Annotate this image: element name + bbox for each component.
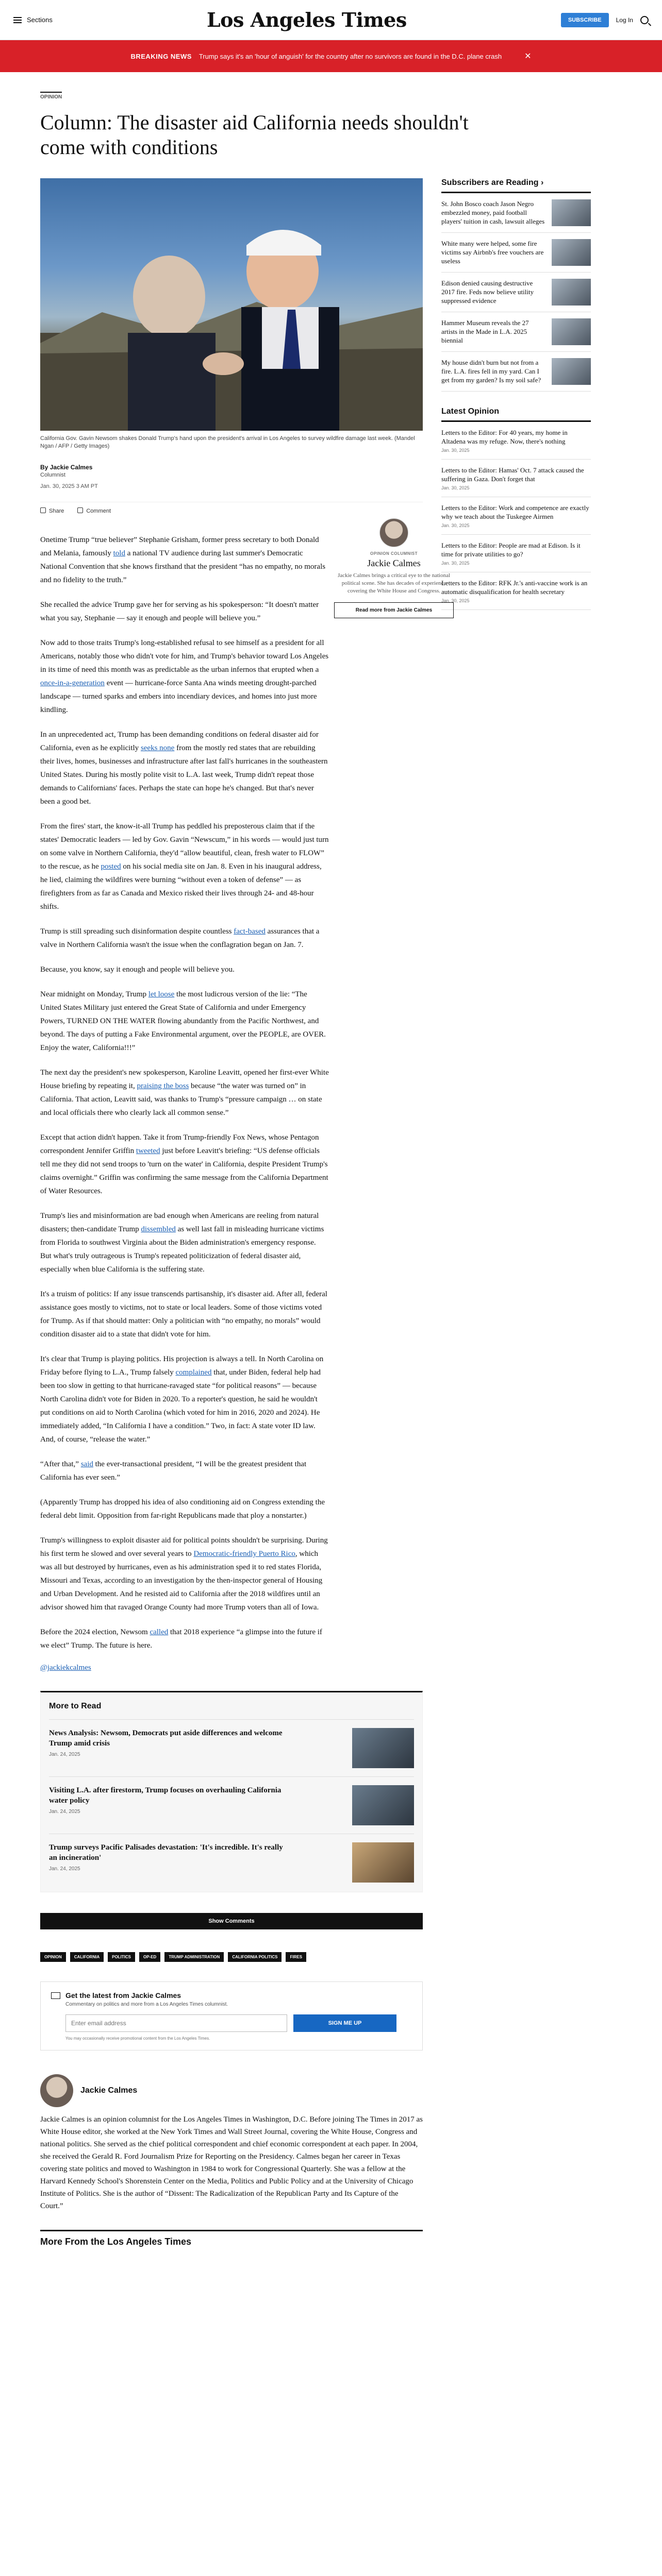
list-item[interactable] (441, 273, 591, 312)
paragraph-text: Onetime Trump “true believer” Stephanie Grisham, former press secretary to both Donald and Melania, famously (40, 536, 319, 557)
subscribe-button[interactable]: SUBSCRIBE (561, 13, 609, 27)
inline-link[interactable]: dissembled (141, 1225, 176, 1233)
comment-button[interactable] (77, 507, 111, 521)
list-item[interactable] (49, 1776, 414, 1825)
inline-link[interactable]: told (113, 549, 125, 557)
newsletter-signup (40, 1981, 423, 2050)
thumbnail[interactable] (552, 318, 591, 345)
inline-link[interactable]: seeks none (140, 744, 175, 752)
article-paragraph (40, 1209, 329, 1276)
paragraph-text: (Apparently Trump has dropped his idea of also conditioning aid on Congress extending the federal debt limit. Opposition from far-right Republicans made that ploy a nonstarter.) (40, 1498, 325, 1520)
sections-menu[interactable] (13, 16, 53, 24)
author-link[interactable]: Jackie Calmes (49, 464, 93, 471)
signup-title: Get the latest from Jackie Calmes (65, 1991, 181, 1999)
article-paragraph (40, 728, 329, 808)
author-bio-name[interactable]: Jackie Calmes (80, 2086, 138, 2095)
paragraph-text: on his social media site on Jan. 8. Even in his inaugural address, he lied, claiming the wildfires were burning “without even a token of defense” — as firefighters from as far as Canada and Mexico risked their lives through 24- and 48-hour shifts. (40, 862, 322, 911)
signup-subtitle: Commentary on politics and more from a Los Angeles Times columnist. (65, 2002, 228, 2007)
author-card-label: OPINION COLUMNIST (370, 551, 418, 556)
menu-icon[interactable] (13, 17, 22, 23)
thumbnail[interactable] (352, 1728, 414, 1768)
site-logo[interactable]: Los Angeles Times (206, 8, 407, 31)
list-item-title[interactable]: St. John Bosco coach Jason Negro embezzled money, paid football players' tuition in cash, lawsuit alleges (441, 200, 545, 225)
breaking-news-bar[interactable] (0, 40, 662, 72)
comment-label: Comment (86, 508, 111, 514)
paragraph-text: , which was all but destroyed by hurricanes, even as his administration sped it to red states Florida, Missouri and Texas, according to an investigation by the then-inspector general of Housing and Urban Development. And he resisted aid to California after the 2018 wildfires until an advisor showed him that ravaged Orange County had more Trump voters than all of Iowa. (40, 1550, 323, 1612)
hero-caption: California Gov. Gavin Newsom shakes Donald Trump's hand upon the president's arrival in Los Angeles to survey wildfire damage last week. (Mandel Ngan / AFP / Getty Images) (40, 435, 415, 449)
tag[interactable]: FIRES (286, 1952, 306, 1962)
list-item[interactable] (441, 572, 591, 610)
list-item-date: Jan. 24, 2025 (49, 1809, 80, 1815)
paragraph-text: It's clear that Trump is playing politics. His projection is always a tell. In North Carolina on Friday before flying to L.A., Trump falsely (40, 1355, 324, 1377)
author-card-bio: Jackie Calmes brings a critical eye to the national political scene. She has decades of experience covering the White House and Congress. (337, 572, 451, 594)
article-paragraph (40, 963, 329, 976)
more-to-read-title: More to Read (49, 1702, 102, 1710)
list-item[interactable] (441, 422, 591, 460)
paragraph-text: It's a truism of politics: If any issue transcends partisanship, it's disaster aid. After all, federal assistance goes mostly to victims, not to state or local leaders. Some of those victims voted for Trump. As if that should matter: Only a politician with “no empathy, no morals” would condition disaster aid to a state that didn't vote for him. (40, 1290, 327, 1338)
list-item[interactable] (441, 460, 591, 497)
paragraph-text: Before the 2024 election, Newsom (40, 1628, 150, 1636)
paragraph-text: Trump is still spreading such disinformation despite countless (40, 927, 234, 936)
inline-link[interactable]: said (80, 1460, 93, 1468)
envelope-icon (51, 1992, 60, 1999)
list-item[interactable] (441, 497, 591, 535)
email-field[interactable] (65, 2014, 287, 2032)
paragraph-text: She recalled the advice Trump gave her for serving as his spokesperson: “It doesn't matter what you say, Stephanie — say it enough and people will believe you.” (40, 601, 319, 622)
list-item-title[interactable]: Hammer Museum reveals the 27 artists in the Made in L.A. 2025 biennial (441, 319, 529, 344)
right-rail (441, 178, 591, 2247)
more-from-heading: More From the Los Angeles Times (40, 2230, 423, 2247)
list-item-title[interactable]: Letters to the Editor: RFK Jr.'s anti-vaccine work is an automatic disqualification for health secretary (441, 579, 588, 596)
tag[interactable]: OP-ED (139, 1952, 160, 1962)
hero-image (40, 178, 423, 431)
thumbnail[interactable] (552, 279, 591, 306)
article-paragraph (40, 636, 329, 717)
paragraph-text: Now add to those traits Trump's long-established refusal to see himself as a president for all Americans, notably those who didn't vote for him, and Trump's behavior toward Los Angeles in its time of need this month was as predictable as the urban infernos that erupted when a (40, 639, 329, 674)
tag-list (40, 1952, 423, 1962)
inline-link[interactable]: let loose (148, 990, 175, 998)
paragraph-text: Trump's lies and misinformation are bad enough when Americans are reeling from natural disasters; then-candidate Trump (40, 1212, 319, 1233)
list-item[interactable] (441, 352, 591, 392)
sections-label[interactable]: Sections (27, 16, 53, 24)
read-more-author-button[interactable]: Read more from Jackie Calmes (334, 602, 454, 618)
comment-icon (77, 507, 83, 513)
article-paragraph (40, 988, 329, 1055)
tag[interactable]: TRUMP ADMINISTRATION (164, 1952, 224, 1962)
article-paragraph (40, 598, 329, 625)
article-paragraph (40, 925, 329, 952)
list-item-date: Jan. 30, 2025 (441, 448, 470, 453)
list-item[interactable] (441, 535, 591, 572)
article-paragraph (40, 1287, 329, 1341)
list-item-title[interactable]: Letters to the Editor: People are mad at Edison. Is it time for private utilities to go? (441, 541, 581, 558)
paragraph-text: From the fires' start, the know-it-all Trump has peddled his preposterous claim that if the states' Democratic leaders — led by Gov. Gavin “Newscum,” in his words — would just turn on some valve in Northern California, they'd “allow beautiful, clean, fresh water to FLOW” to the rescue, as he (40, 822, 329, 871)
list-item-title[interactable]: My house didn't burn but not from a fire. L.A. fires fell in my yard. Can I get from my garden? Is my soil safe? (441, 359, 541, 384)
thumbnail[interactable] (352, 1785, 414, 1825)
top-nav (0, 0, 662, 40)
article-paragraph (40, 1352, 329, 1446)
byline (40, 464, 423, 489)
author-bio-section (40, 2074, 423, 2212)
thumbnail[interactable] (552, 199, 591, 226)
list-item-title[interactable]: Letters to the Editor: For 40 years, my home in Altadena was my refuge. Now, there's nothing (441, 429, 568, 445)
article-paragraph (40, 1625, 329, 1652)
author-role: Columnist (40, 472, 65, 478)
list-item[interactable] (441, 193, 591, 233)
tag[interactable]: CALIFORNIA (70, 1952, 104, 1962)
article-main (40, 178, 451, 2247)
sign-up-button[interactable]: SIGN ME UP (293, 2014, 396, 2032)
share-label: Share (49, 508, 64, 514)
inline-link[interactable]: Democratic-friendly Puerto Rico (193, 1550, 295, 1558)
latest-opinion-title[interactable]: Latest Opinion (441, 407, 591, 422)
breaking-text[interactable]: Trump says it's an 'hour of anguish' for the country after no survivors are found in the D.C. plane crash (198, 52, 502, 60)
article-paragraph (40, 1131, 329, 1198)
paragraph-text: from the mostly red states that are rebuilding their lives, homes, businesses and infrastructure after last fall's hurricanes in the southeastern United States. During his mostly polite visit to L.A. last week, Trump didn't repeat those demands to Californians' faces. Perhaps the state can hope he's changed. But that's never been a good bet. (40, 744, 328, 806)
paragraph-text: because “the water was turned on” in California. That action, Leavitt said, was thanks to Trump's “pressure campaign … on state and local officials there who clearly lack all common sense.” (40, 1082, 322, 1117)
inline-link[interactable]: praising the boss (137, 1082, 189, 1090)
thumbnail[interactable] (352, 1842, 414, 1883)
list-item-title[interactable]: Letters to the Editor: Work and competence are exactly why we teach about the Tuskegee Airmen (441, 504, 589, 520)
paragraph-text: event — hurricane-force Santa Ana winds meeting drought-parched landscape — turned sparks and embers into incendiary devices, and homes into just more kindling. (40, 679, 317, 714)
list-item-date: Jan. 30, 2025 (441, 523, 470, 528)
tag[interactable]: POLITICS (108, 1952, 135, 1962)
page-title: Column: The disaster aid California needs shouldn't come with conditions (40, 111, 469, 159)
list-item[interactable] (49, 1834, 414, 1883)
tag[interactable]: OPINION (40, 1952, 66, 1962)
login-link[interactable]: Log In (616, 16, 633, 24)
close-icon[interactable]: ✕ (524, 52, 532, 61)
paragraph-text: as well last fall in misleading hurricane victims from Florida to southwest Virginia about the Biden administration's emergency response. But what's truly outrageous is Trump's repeated politicization of federal disaster aid, especially when blue California is the suffering state. (40, 1225, 324, 1274)
article-paragraph (40, 1534, 329, 1614)
list-item-title[interactable]: News Analysis: Newsom, Democrats put aside differences and welcome Trump amid crisis (49, 1729, 283, 1748)
paragraph-text: the most ludicrous version of the lie: “The United States Military just entered the Great State of California and under Emergency Powers, TURNED ON THE WATER flowing abundantly from the Pacific Northwest, and beyond. The days of putting a Fake Environmental argument, over the PEOPLE, are OVER. Enjoy the water, California!!!” (40, 990, 326, 1052)
author-bio-text: Jackie Calmes is an opinion columnist for the Los Angeles Times in Washington, D.C. Before joining The Times in 2017 as White House editor, she worked at the New York Times and Wall Street Journal, covering the White House, Congress and national politics. She served as the chief political correspondent and chief economic correspondent at each paper. In 2004, she received the Gerald R. Ford Journalism Prize for Reporting on the Presidency. Calmes began her career in Texas covering state politics and moved to Washington in 1984 to work for Congressional Quarterly. She was a fellow at the Harvard Kennedy School's Shorenstein Center on the Media, Politics and Public Policy and at the University of Chicago Institute of Politics. She is the author of “Dissent: The Radicalization of the Republican Party and Its Capture of the Court.” (40, 2115, 423, 2210)
publish-date: Jan. 30, 2025 3 AM PT (40, 483, 98, 489)
list-item[interactable] (441, 312, 591, 352)
list-item-title[interactable]: Edison denied causing destructive 2017 fire. Feds now believe utility suppressed evidence (441, 279, 534, 304)
list-item-title[interactable]: White many were helped, some fire victims say Airbnb's free vouchers are useless (441, 240, 544, 265)
article-paragraph (40, 533, 329, 587)
subscribers-reading-heading[interactable] (441, 178, 591, 193)
article-paragraph (40, 1496, 329, 1522)
paragraph-text: assurances that a valve in Northern California wasn't the issue when the conflagration began on Jan. 7. (40, 927, 320, 949)
share-button[interactable] (40, 507, 64, 521)
paragraph-text: The next day the president's new spokesperson, Karoline Leavitt, opened her first-ever White House briefing by repeating it, (40, 1069, 329, 1090)
author-card-name[interactable]: Jackie Calmes (367, 558, 421, 568)
show-comments-button[interactable]: Show Comments (40, 1913, 423, 1929)
paragraph-text: the ever-transactional president, “I will be the greatest president that California has ever seen.” (40, 1460, 307, 1482)
paragraph-text: In an unprecedented act, Trump has been demanding conditions on federal disaster aid for California, even as he explicitly (40, 731, 319, 752)
avatar (379, 518, 408, 547)
list-item-date: Jan. 24, 2025 (49, 1752, 80, 1757)
subscribers-reading-title: Subscribers are Reading (441, 178, 539, 187)
list-item[interactable] (49, 1719, 414, 1768)
article-paragraph (40, 820, 329, 913)
thumbnail[interactable] (552, 239, 591, 266)
paragraph-text: Because, you know, say it enough and people will believe you. (40, 965, 235, 974)
byline-prefix: By (40, 464, 48, 471)
article-paragraph (40, 1066, 329, 1120)
inline-link[interactable]: posted (101, 862, 121, 871)
paragraph-text: that 2018 experience “a glimpse into the future if we elect” Trump. The future is here. (40, 1628, 322, 1650)
avatar[interactable] (40, 2074, 73, 2107)
list-item-title[interactable]: Letters to the Editor: Hamas' Oct. 7 attack caused the suffering in Gaza. Don't forget that (441, 466, 584, 483)
thumbnail[interactable] (552, 358, 591, 385)
section-label[interactable]: OPINION (40, 92, 62, 100)
tag[interactable]: CALIFORNIA POLITICS (228, 1952, 282, 1962)
inline-link[interactable]: fact-based (234, 927, 266, 936)
paragraph-text: just before Leavitt's briefing: “US defense officials tell me they did not send troops to 'turn on the water' in California, despite President Trump's claims overnight.” Griffin was confirming the same message from the California Department of Water Resources. (40, 1147, 328, 1195)
article-paragraph (40, 1458, 329, 1484)
search-icon[interactable] (640, 16, 649, 24)
author-handle-link[interactable]: @jackiekcalmes (40, 1664, 91, 1672)
inline-link[interactable]: once-in-a-generation (40, 679, 105, 687)
paragraph-text: that, under Biden, federal help had been too slow in getting to that hurricane-ravaged state “for political reasons” — because North Carolina didn't vote for Biden in 2020. To a reporter's question, he said he wouldn't put conditions on aid to North Carolina (which voted for him in 2016, 2020 and 2024). He immediately added, “In California I have a condition.” Two, in fact: A state voter ID law. And, of course, “release the water.” (40, 1368, 321, 1444)
list-item-title[interactable]: Trump surveys Pacific Palisades devastation: 'It's incredible. It's really an incineration' (49, 1843, 283, 1862)
list-item-date: Jan. 30, 2025 (441, 598, 470, 603)
chevron-right-icon: › (540, 178, 544, 187)
paragraph-text: Except that action didn't happen. Take it from Trump-friendly Fox News, whose Pentagon correspondent Jennifer Griffin (40, 1133, 319, 1155)
list-item-title[interactable]: Visiting L.A. after firestorm, Trump focuses on overhauling California water policy (49, 1786, 282, 1805)
article-body (40, 533, 423, 1652)
list-item-date: Jan. 30, 2025 (441, 561, 470, 566)
signup-fineprint: You may occasionally receive promotional content from the Los Angeles Times. (65, 2036, 210, 2041)
hero-photo-illustration (40, 178, 423, 431)
paragraph-text: Trump's willingness to exploit disaster aid for political points shouldn't be surprising. During his first term he slowed and over several years to (40, 1536, 328, 1558)
paragraph-text: “After that,” (40, 1460, 81, 1468)
breaking-label: BREAKING NEWS (130, 52, 192, 60)
inline-link[interactable]: complained (175, 1368, 212, 1377)
list-item[interactable] (441, 233, 591, 273)
list-item-date: Jan. 24, 2025 (49, 1866, 80, 1872)
share-icon (40, 507, 46, 513)
list-item-date: Jan. 30, 2025 (441, 485, 470, 490)
more-to-read (40, 1691, 423, 1892)
inline-link[interactable]: tweeted (136, 1147, 160, 1155)
paragraph-text: Near midnight on Monday, Trump (40, 990, 148, 998)
author-card (334, 518, 454, 618)
inline-link[interactable]: called (150, 1628, 169, 1636)
paragraph-text: a national TV audience during last summer's Democratic National Convention that she knows firsthand that the president “has no empathy, no morals and no fidelity to the truth.” (40, 549, 326, 584)
